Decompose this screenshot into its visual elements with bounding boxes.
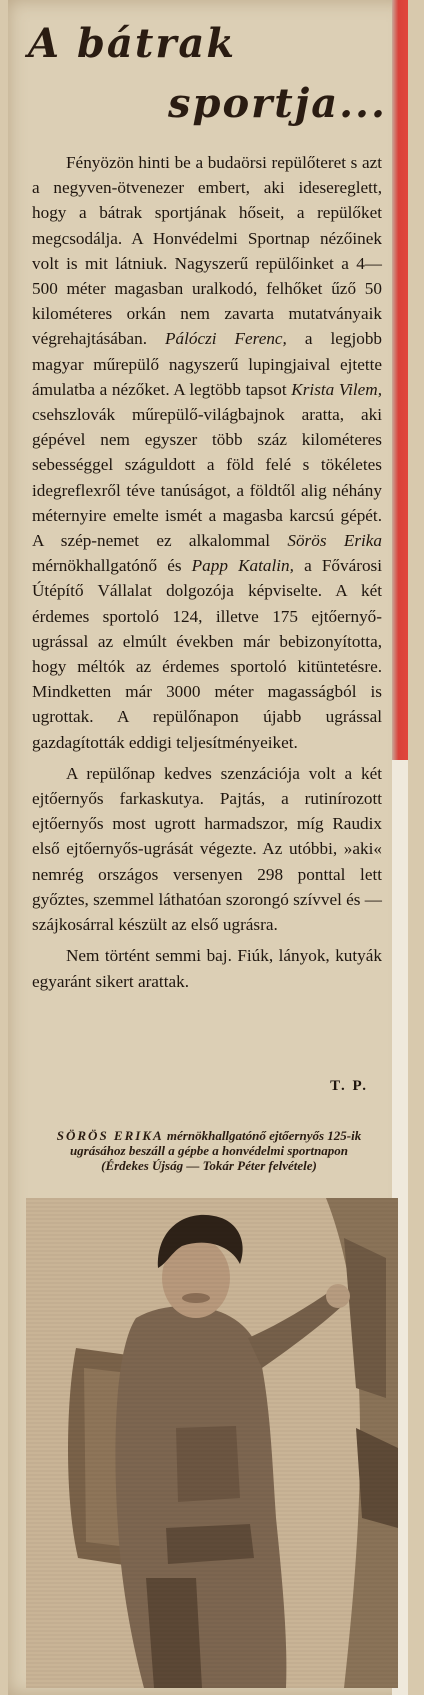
photo-caption [28,1128,390,1173]
paragraph-1-text-a: Fényözön hinti be a budaörsi repülőteret s azt a negyven-ötvenezer embert, aki idesereglett, hogy a bátrak sportjának hőseit, a repülőket megcsodálja. A Honvédelmi Sportnap nézőinek volt is mit látniuk. Nagyszerű repülőinket a 4—500 méter magasban uralkodó, felhőket űző 50 kilométeres orkán nem zavarta mutatványaik végrehajtásában. [32,153,382,349]
photo-illustration [26,1198,398,1688]
paragraph-1-text-e: a Fővárosi Útépítő Vállalat dolgozója képviselte. A két érdemes sportoló 124, illetve 175 ejtőernyő-ugrással az elmúlt években már bebizonyította, hogy méltók az érdemes sportoló kitüntetésre. Mindketten már 3000 méter magasságból is ugrottak. A repülőnapon újabb ugrással gazdagították eddigi teljesítményeiket. [32,556,383,752]
caption-text: mérnökhallgatónő ejtőernyős 125-ik ugrásához beszáll a gépbe a honvédelmi sportnapon [69,1128,362,1158]
paragraph-3: Nem történt semmi baj. Fiúk, lányok, kutyák egyaránt sikert arattak. [32,946,382,991]
person-name: Pálóczi Ferenc, [165,329,287,349]
person-name: Sörös Erika [287,531,383,551]
person-name: Papp Katalin, [191,556,294,576]
author-initials: T. P. [330,1078,368,1094]
caption-name: SÖRÖS ERIKA [56,1128,164,1143]
photo-woman-boarding-plane [26,1198,398,1688]
paragraph-2: A repülőnap kedves szenzációja volt a két ejtőernyős farkaskutya. Pajtás, a rutinírozott ejtőernyős most ugrott harmadszor, míg Raudix első ejtőernyős-ugrását végezte. Az utóbbi, »aki« nemrég országos versenyen 298 ponttal lett győztes, szemmel láthatóan szorongó szívvel és — szájkosárral készült az első ugrásra. [32,763,382,935]
caption-credit: (Érdekes Újság — Tokár Péter felvétele) [101,1158,317,1173]
headline-line-2: sportja... [168,80,387,127]
paragraph-1 [32,150,382,755]
person-name: Krista Vilem, [291,379,383,399]
article-body [32,150,382,994]
newspaper-clipping [8,0,408,1695]
paragraph-1-text-b: a legjobb magyar műrepülő nagyszerű lupingjaival ejtette ámulatba a nézőket. A legtöbb tapsot [32,329,383,399]
paragraph-1-text-d: mérnökhallgatónő és [32,556,182,576]
paragraph-1-text-c: csehszlovák műrepülő-világbajnok aratta, aki gépével nem egyszer több száz kilométeres sebességgel száguldott a föld felé s tökéletes idegreflexről téve tanúságot, a földtől alig néhány méternyire emelte ismét a magasba karcsú gépét. A szép-nemet ez alkalommal [32,405,382,551]
headline-line-1: A bátrak [28,20,237,67]
headline [20,14,400,127]
